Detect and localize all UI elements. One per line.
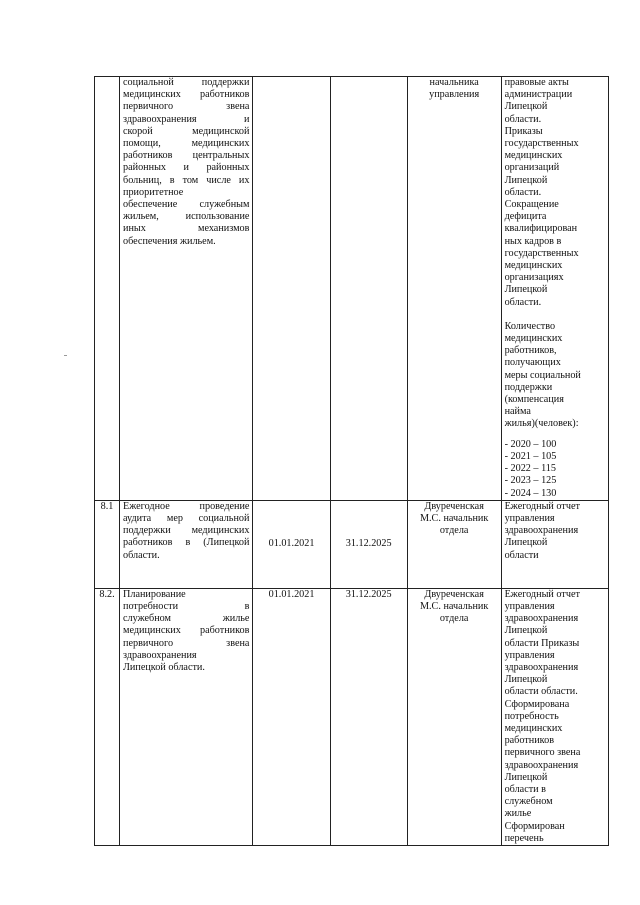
text-line: больниц, в том числе их <box>123 174 250 186</box>
text-line: работников в (Липецкой <box>123 537 250 549</box>
text-line: помощи, медицинских <box>123 138 250 150</box>
text-line: управления <box>504 600 555 612</box>
text-line: поддержки <box>504 381 553 393</box>
desc-lines <box>123 77 249 248</box>
text-line: администрации <box>504 89 573 101</box>
text-line: меры социальной <box>504 369 581 381</box>
row-number: 8.1 <box>95 500 120 588</box>
row-number: 8.2. <box>95 588 120 845</box>
text-line: Липецкой <box>504 771 548 783</box>
result-lines <box>505 501 605 562</box>
expected-result <box>501 77 608 501</box>
text-line: управления <box>504 512 555 524</box>
text-line: Липецкой <box>504 625 548 637</box>
text-line: скорой медицинской <box>123 125 250 137</box>
text-line: Липецкой <box>504 101 548 113</box>
text-line: потребность <box>504 710 559 722</box>
result-lines-b <box>505 321 605 431</box>
text-line: здравоохранения и <box>123 113 250 125</box>
text-line: правовые акты <box>504 77 569 88</box>
text-line: потребности в <box>123 600 250 612</box>
text-line: здравоохранения <box>123 649 197 661</box>
text-line: обеспечение служебным <box>123 199 250 211</box>
text-line: районных и районных <box>123 162 250 174</box>
text-line: здравоохранения <box>504 613 579 625</box>
responsible-person <box>407 77 501 501</box>
text-line: Сформирована <box>504 698 570 710</box>
text-line: Двуреченская <box>424 500 484 512</box>
text-line: Ежегодный отчет <box>504 588 580 600</box>
text-line: перечень <box>504 832 544 844</box>
text-line: области. <box>504 296 542 308</box>
text-line: Планирование <box>123 588 186 600</box>
text-line: начальника <box>429 77 479 88</box>
result-lines-a <box>505 77 605 309</box>
text-line: здравоохранения <box>504 759 579 771</box>
text-line: отдела <box>439 613 469 625</box>
text-line: первичного звена <box>123 637 250 649</box>
text-line: работников центральных <box>123 150 250 162</box>
text-line: работников, <box>504 345 557 357</box>
table-row-continued <box>95 77 609 501</box>
text-line: Липецкой области. <box>123 661 205 673</box>
text-line: первичного звена <box>123 101 250 113</box>
resp-lines <box>411 77 498 101</box>
text-line: управления <box>429 89 480 101</box>
text-line: отдела <box>439 525 469 537</box>
text-line: области в <box>504 783 546 795</box>
start-date: 01.01.2021 <box>253 588 330 845</box>
expected-result <box>501 588 608 845</box>
start-date <box>253 77 330 501</box>
end-date <box>330 77 407 501</box>
text-line: организациях <box>504 272 564 284</box>
table-row-8-1 <box>95 500 609 588</box>
text-line: медицинских <box>504 150 563 162</box>
responsible-person <box>407 588 501 845</box>
text-line: - 2023 – 125 <box>504 475 557 487</box>
text-line: аудита мер социальной <box>123 512 250 524</box>
text-line: Двуреченская <box>424 588 484 600</box>
text-line: служебном <box>504 796 553 808</box>
text-line: организаций <box>504 162 560 174</box>
text-line: области области. <box>504 686 578 698</box>
text-line: Сформирован <box>504 820 565 832</box>
result-lines <box>505 589 605 845</box>
text-line: первичного звена <box>504 747 581 759</box>
text-line: Ежегодный отчет <box>504 500 580 512</box>
text-line: дефицита <box>504 211 547 223</box>
text-line: квалифицирован <box>504 223 578 235</box>
text-line: найма <box>504 406 531 418</box>
text-line: - 2024 – 130 <box>504 487 557 499</box>
text-line: управления <box>504 649 555 661</box>
text-line: - 2020 – 100 <box>504 438 557 450</box>
table-row-8-2 <box>95 588 609 845</box>
end-date: 31.12.2025 <box>330 500 407 588</box>
text-line: иных механизмов <box>123 223 250 235</box>
measure-description <box>120 500 253 588</box>
text-line: Приказы <box>504 125 543 137</box>
text-line: работников <box>504 735 555 747</box>
text-line: приоритетное <box>123 186 184 198</box>
text-line: области. <box>123 549 160 561</box>
text-line: получающих <box>504 357 561 369</box>
text-line: М.С. начальник <box>419 600 489 612</box>
margin-mark <box>64 355 67 356</box>
text-line: обеспечения жильем. <box>123 235 216 247</box>
resp-lines <box>411 501 498 538</box>
text-line: медицинских <box>504 333 563 345</box>
text-line: области <box>504 549 539 561</box>
expected-result <box>501 500 608 588</box>
text-line: Липецкой <box>504 674 548 686</box>
text-line: области. <box>504 113 542 125</box>
measure-description <box>120 588 253 845</box>
desc-lines <box>123 589 249 674</box>
text-line: области Приказы <box>504 637 580 649</box>
measure-description <box>120 77 253 501</box>
text-line: медицинских <box>504 722 563 734</box>
text-line: медицинских <box>504 260 563 272</box>
text-line: Липецкой <box>504 174 548 186</box>
text-line: Ежегодное проведение <box>123 500 250 512</box>
text-line: Липецкой <box>504 537 548 549</box>
text-line: государственных <box>504 247 579 259</box>
text-line: Количество <box>504 320 556 332</box>
text-line: - 2021 – 105 <box>504 450 557 462</box>
text-line: - 2022 – 115 <box>504 463 556 475</box>
text-line: медицинских работников <box>123 89 250 101</box>
text-line: служебном жилье <box>123 613 250 625</box>
text-line: ных кадров в <box>504 235 562 247</box>
resp-lines <box>411 589 498 626</box>
text-line: социальной поддержки <box>123 77 250 88</box>
text-line: области. <box>504 186 542 198</box>
responsible-person <box>407 500 501 588</box>
text-line: жильем, использование <box>123 211 250 223</box>
text-line: поддержки медицинских <box>123 525 250 537</box>
text-line: здравоохранения <box>504 661 579 673</box>
row-number <box>95 77 120 501</box>
result-lines-c <box>505 439 605 500</box>
text-line: здравоохранения <box>504 525 579 537</box>
text-line: Сокращение <box>504 199 559 211</box>
plan-table <box>94 76 609 846</box>
text-line: (компенсация <box>504 394 564 406</box>
start-date: 01.01.2021 <box>253 500 330 588</box>
text-line: государственных <box>504 138 579 150</box>
text-line: Липецкой <box>504 284 548 296</box>
text-line: жилья)(человек): <box>504 418 579 430</box>
text-line: М.С. начальник <box>419 512 489 524</box>
text-line: жилье <box>504 808 532 820</box>
text-line: медицинских работников <box>123 625 250 637</box>
desc-lines <box>123 501 249 562</box>
end-date: 31.12.2025 <box>330 588 407 845</box>
